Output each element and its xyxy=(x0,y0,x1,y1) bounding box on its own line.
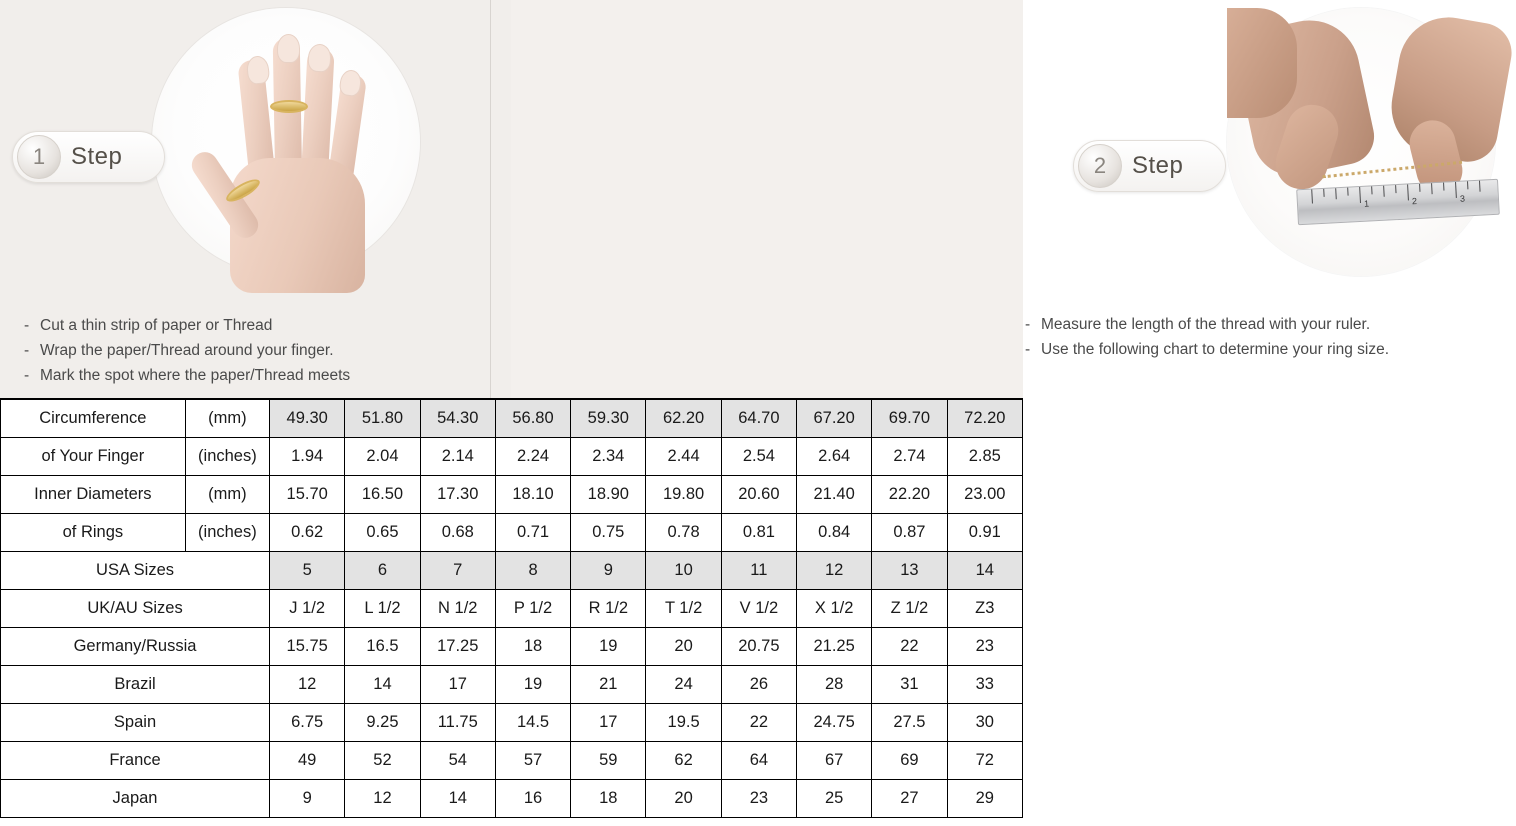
cell: 18 xyxy=(495,628,570,666)
cell: 14 xyxy=(345,666,420,704)
cell: 64.70 xyxy=(721,399,796,438)
cell: 21.25 xyxy=(797,628,872,666)
ruler-mark-1: 1 xyxy=(1363,198,1370,209)
cell: T 1/2 xyxy=(646,590,721,628)
ring-size-table xyxy=(0,398,1023,818)
cell: 67.20 xyxy=(797,399,872,438)
step-1-photo xyxy=(152,8,420,276)
cell: J 1/2 xyxy=(270,590,345,628)
cell: 21.40 xyxy=(797,476,872,514)
cell: 18.10 xyxy=(495,476,570,514)
cell: 18.90 xyxy=(571,476,646,514)
cell: 2.34 xyxy=(571,438,646,476)
table-row xyxy=(1,590,1023,628)
cell: 20 xyxy=(646,780,721,818)
cell: 9 xyxy=(571,552,646,590)
cell: 12 xyxy=(345,780,420,818)
cell: 72 xyxy=(947,742,1022,780)
ruler-mark-3: 3 xyxy=(1459,193,1466,204)
cell: 19 xyxy=(571,628,646,666)
cell: 16.5 xyxy=(345,628,420,666)
step-2-badge xyxy=(1073,140,1226,192)
cell: 26 xyxy=(721,666,796,704)
row-label-brazil: Brazil xyxy=(1,666,270,704)
cell: Z 1/2 xyxy=(872,590,947,628)
row-label-circumference-2: of Your Finger xyxy=(1,438,186,476)
step-2-photo xyxy=(1227,8,1495,276)
cell: P 1/2 xyxy=(495,590,570,628)
cell: 2.44 xyxy=(646,438,721,476)
row-label-inner-diameters-2: of Rings xyxy=(1,514,186,552)
cell: 0.75 xyxy=(571,514,646,552)
cell: 8 xyxy=(495,552,570,590)
cell: 0.87 xyxy=(872,514,947,552)
cell: 19.5 xyxy=(646,704,721,742)
cell: 2.64 xyxy=(797,438,872,476)
row-unit-mm: (mm) xyxy=(185,399,269,438)
cell: 13 xyxy=(872,552,947,590)
cell: 21 xyxy=(571,666,646,704)
cell: 62 xyxy=(646,742,721,780)
step-2-panel xyxy=(511,0,1466,398)
table-row xyxy=(1,476,1023,514)
cell: R 1/2 xyxy=(571,590,646,628)
cell: 15.70 xyxy=(270,476,345,514)
row-label-usa-sizes: USA Sizes xyxy=(1,552,270,590)
table-row xyxy=(1,438,1023,476)
step-2-bullet-1: Measure the length of the thread with your ruler. xyxy=(1041,316,1371,333)
cell: 23 xyxy=(721,780,796,818)
cell: V 1/2 xyxy=(721,590,796,628)
row-unit-mm: (mm) xyxy=(185,476,269,514)
cell: 14 xyxy=(420,780,495,818)
cell: 29 xyxy=(947,780,1022,818)
cell: 6 xyxy=(345,552,420,590)
cell: 17 xyxy=(571,704,646,742)
cell: 10 xyxy=(646,552,721,590)
cell: 59 xyxy=(571,742,646,780)
panel-divider xyxy=(490,0,491,398)
cell: 18 xyxy=(571,780,646,818)
table-row xyxy=(1,666,1023,704)
cell: 11.75 xyxy=(420,704,495,742)
step-1-bullet-2: Wrap the paper/Thread around your finger. xyxy=(40,342,334,359)
row-label-germany-russia: Germany/Russia xyxy=(1,628,270,666)
cell: 2.74 xyxy=(872,438,947,476)
cell: 23.00 xyxy=(947,476,1022,514)
ring-on-finger xyxy=(270,100,308,113)
cell: 20.75 xyxy=(721,628,796,666)
ruler-mark-2: 2 xyxy=(1411,196,1418,207)
cell: 64 xyxy=(721,742,796,780)
cell: 2.04 xyxy=(345,438,420,476)
cell: 2.14 xyxy=(420,438,495,476)
cell: 31 xyxy=(872,666,947,704)
step-1-bullet-1: Cut a thin strip of paper or Thread xyxy=(40,317,273,334)
cell: 22 xyxy=(721,704,796,742)
row-unit-inches: (inches) xyxy=(185,438,269,476)
cell: 20.60 xyxy=(721,476,796,514)
cell: 22 xyxy=(872,628,947,666)
cell: N 1/2 xyxy=(420,590,495,628)
cell: 16.50 xyxy=(345,476,420,514)
table-row xyxy=(1,552,1023,590)
cell: 2.54 xyxy=(721,438,796,476)
cell: 59.30 xyxy=(571,399,646,438)
cell: 17.25 xyxy=(420,628,495,666)
cell: 0.84 xyxy=(797,514,872,552)
cell: 9.25 xyxy=(345,704,420,742)
step-1-number: 1 xyxy=(17,135,61,179)
cell: 11 xyxy=(721,552,796,590)
cell: 23 xyxy=(947,628,1022,666)
step-2-instructions: - Measure the length of the thread with your ruler. - Use the following chart to determine your ring size. xyxy=(1025,316,1390,358)
cell: 14.5 xyxy=(495,704,570,742)
cell: 14 xyxy=(947,552,1022,590)
cell: 12 xyxy=(797,552,872,590)
cell: 0.65 xyxy=(345,514,420,552)
cell: 72.20 xyxy=(947,399,1022,438)
cell: Z3 xyxy=(947,590,1022,628)
cell: 0.68 xyxy=(420,514,495,552)
cell: 17 xyxy=(420,666,495,704)
cell: 24.75 xyxy=(797,704,872,742)
cell: 57 xyxy=(495,742,570,780)
cell: 52 xyxy=(345,742,420,780)
table-row xyxy=(1,628,1023,666)
cell: 51.80 xyxy=(345,399,420,438)
row-label-france: France xyxy=(1,742,270,780)
cell: 54.30 xyxy=(420,399,495,438)
cell: 28 xyxy=(797,666,872,704)
cell: 0.91 xyxy=(947,514,1022,552)
cell: 5 xyxy=(270,552,345,590)
cell: 0.71 xyxy=(495,514,570,552)
table-row xyxy=(1,704,1023,742)
hand-illustration xyxy=(152,8,420,276)
row-label-spain: Spain xyxy=(1,704,270,742)
cell: 2.85 xyxy=(947,438,1022,476)
step-2-bullet-2: Use the following chart to determine your ring size. xyxy=(1041,341,1390,358)
cell: 49 xyxy=(270,742,345,780)
cell: 16 xyxy=(495,780,570,818)
row-unit-inches: (inches) xyxy=(185,514,269,552)
cell: 7 xyxy=(420,552,495,590)
cell: 12 xyxy=(270,666,345,704)
cell: X 1/2 xyxy=(797,590,872,628)
cell: 0.62 xyxy=(270,514,345,552)
step-2-number: 2 xyxy=(1078,144,1122,188)
cell: 56.80 xyxy=(495,399,570,438)
cell: 49.30 xyxy=(270,399,345,438)
steps-section xyxy=(0,0,1466,398)
cell: 15.75 xyxy=(270,628,345,666)
cell: 0.78 xyxy=(646,514,721,552)
cell: 9 xyxy=(270,780,345,818)
cell: 19.80 xyxy=(646,476,721,514)
cell: 22.20 xyxy=(872,476,947,514)
cell: 27 xyxy=(872,780,947,818)
step-1-panel xyxy=(0,0,511,398)
cell: 27.5 xyxy=(872,704,947,742)
table-row xyxy=(1,514,1023,552)
cell: 67 xyxy=(797,742,872,780)
table-row xyxy=(1,780,1023,818)
cell: 69.70 xyxy=(872,399,947,438)
cell: 20 xyxy=(646,628,721,666)
cell: 6.75 xyxy=(270,704,345,742)
row-label-uk-au-sizes: UK/AU Sizes xyxy=(1,590,270,628)
step-1-badge xyxy=(12,131,165,183)
cell: 0.81 xyxy=(721,514,796,552)
row-label-inner-diameters: Inner Diameters xyxy=(1,476,186,514)
table-row xyxy=(1,742,1023,780)
cell: 19 xyxy=(495,666,570,704)
cell: 69 xyxy=(872,742,947,780)
cell: 30 xyxy=(947,704,1022,742)
cell: 25 xyxy=(797,780,872,818)
step-2-label: Step xyxy=(1132,152,1184,179)
cell: 17.30 xyxy=(420,476,495,514)
row-label-japan: Japan xyxy=(1,780,270,818)
cell: 62.20 xyxy=(646,399,721,438)
cell: 24 xyxy=(646,666,721,704)
cell: 2.24 xyxy=(495,438,570,476)
table-row xyxy=(1,399,1023,438)
hand-with-ruler-illustration xyxy=(1227,8,1495,276)
row-label-circumference: Circumference xyxy=(1,399,186,438)
cell: 54 xyxy=(420,742,495,780)
step-1-bullet-3: Mark the spot where the paper/Thread meets xyxy=(40,367,351,384)
step-1-label: Step xyxy=(71,143,123,170)
cell: 1.94 xyxy=(270,438,345,476)
step-1-instructions: - Cut a thin strip of paper or Thread - Wrap the paper/Thread around your finger. - Mark the spot where the paper/Thread meets xyxy=(24,317,351,384)
cell: L 1/2 xyxy=(345,590,420,628)
cell: 33 xyxy=(947,666,1022,704)
